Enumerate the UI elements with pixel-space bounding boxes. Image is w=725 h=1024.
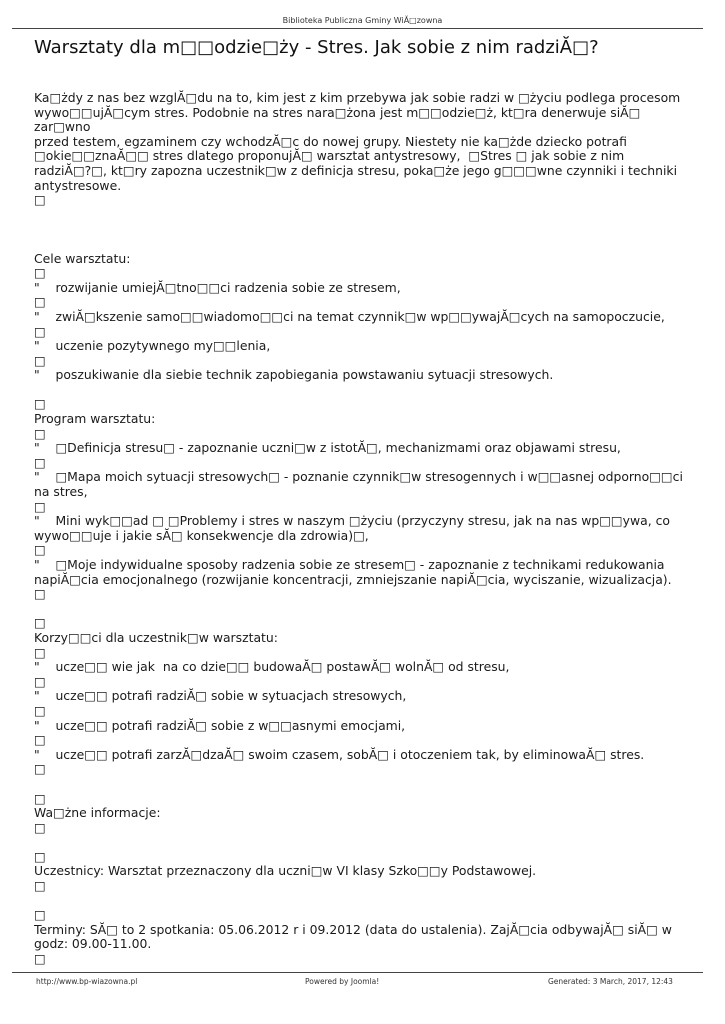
benefit-item: " ucze□□ wie jak na co dzie□□ budowaĂ□ postawĂ□ wolnĂ□ od stresu, xyxy=(34,659,510,675)
separator-glyph: □ xyxy=(34,454,46,470)
separator-glyph: □ xyxy=(34,878,46,894)
terms-line: godz: 09.00-11.00. xyxy=(34,936,152,952)
program-item-cont: wywo□□uje i jakie sĂ□ konsekwencje dla zdrowia)□, xyxy=(34,527,369,543)
footer-generated-date: Generated: 3 March, 2017, 12:43 xyxy=(548,977,673,986)
benefit-item: " ucze□□ potrafi zarzĂ□dzaĂ□ swoim czasem, sobĂ□ i otoczeniem tak, by eliminowaĂ□ stres. xyxy=(34,746,645,762)
separator-glyph: □ xyxy=(34,615,46,631)
program-item-cont: na stres, xyxy=(34,484,88,500)
program-item: " □Definicja stresu□ - zapoznanie uczni□w z istotĂ□, mechanizmami oraz objawami stresu, xyxy=(34,440,621,456)
article-title: Warsztaty dla m□□odzie□ży - Stres. Jak sobie z nim radziĂ□? xyxy=(34,37,599,58)
separator-glyph: □ xyxy=(34,323,46,339)
program-item: " Mini wyk□□ad □ □Problemy i stres w naszym □życiu (przyczyny stresu, jak na nas wp□□ywa, co xyxy=(34,513,670,529)
separator-glyph: □ xyxy=(34,790,46,806)
goal-item: " rozwijanie umiejĂ□tno□□ci radzenia sobie ze stresem, xyxy=(34,279,401,295)
header-divider xyxy=(12,28,703,29)
separator-glyph: □ xyxy=(34,586,46,602)
separator-glyph: □ xyxy=(34,294,46,310)
goal-item: " uczenie pozytywnego my□□lenia, xyxy=(34,338,271,354)
separator-glyph: □ xyxy=(34,761,46,777)
site-name-header: Biblioteka Publiczna Gminy WiĂ□zowna xyxy=(282,16,443,25)
separator-glyph: □ xyxy=(34,542,46,558)
intro-line: □okie□□znaĂ□□ stres dlatego proponujĂ□ warsztat antystresowy, □Stres □ jak sobie z nim xyxy=(34,148,625,164)
benefits-heading: Korzy□□ci dla uczestnik□w warsztatu: xyxy=(34,629,278,645)
participants-line: Uczestnicy: Warsztat przeznaczony dla uczni□w VI klasy Szko□□y Podstawowej. xyxy=(34,863,537,879)
separator-glyph: □ xyxy=(34,396,46,412)
intro-line: radziĂ□?□, kt□ry zapozna uczestnik□w z definicja stresu, poka□że jego g□□□wne czynniki i techniki xyxy=(34,162,678,178)
program-heading: Program warsztatu: xyxy=(34,411,156,427)
info-heading: Wa□żne informacje: xyxy=(34,805,161,821)
article-body xyxy=(34,91,694,967)
intro-line: Ka□żdy z nas bez wzglĂ□du na to, kim jest z kim przebywa jak sobie radzi w □życiu podlega procesom xyxy=(34,90,681,105)
program-item: " □Moje indywidualne sposoby radzenia sobie ze stresem□ - zapoznanie z technikami redukowania xyxy=(34,557,665,572)
separator-glyph: □ xyxy=(34,498,46,514)
separator-glyph: □ xyxy=(34,192,46,208)
benefit-item: " ucze□□ potrafi radziĂ□ sobie w sytuacjach stresowych, xyxy=(34,688,407,704)
intro-line: wywo□□ujĂ□cym stres. Podobnie na stres nara□żona jest m□□odzie□ż, kt□ra denerwuje siĂ□ zar□wno xyxy=(34,104,645,135)
separator-glyph: □ xyxy=(34,732,46,748)
goals-heading: Cele warsztatu: xyxy=(34,250,131,266)
separator-glyph: □ xyxy=(34,265,46,281)
terms-line: Terminy: SĂ□ to 2 spotkania: 05.06.2012 r i 09.2012 (data do ustalenia). ZajĂ□cia odbywajĂ□ siĂ□ w xyxy=(34,921,672,937)
separator-glyph: □ xyxy=(34,951,46,967)
separator-glyph: □ xyxy=(34,644,46,660)
separator-glyph: □ xyxy=(34,425,46,441)
separator-glyph: □ xyxy=(34,702,46,718)
separator-glyph: □ xyxy=(34,819,46,835)
program-item: " □Mapa moich sytuacji stresowych□ - poznanie czynnik□w stresogennych i w□□asnej odporno□□ci xyxy=(34,469,683,485)
footer-divider xyxy=(12,972,703,973)
intro-line: przed testem, egzaminem czy wchodzĂ□c do nowej grupy. Niestety nie ka□żde dziecko potrafi xyxy=(34,133,627,149)
intro-line: antystresowe. xyxy=(34,177,122,193)
benefit-item: " ucze□□ potrafi radziĂ□ sobie z w□□asnymi emocjami, xyxy=(34,717,406,733)
footer-powered-by: Powered by Joomla! xyxy=(305,977,380,986)
footer-site-url[interactable]: http://www.bp-wiazowna.pl xyxy=(36,977,138,986)
separator-glyph: □ xyxy=(34,673,46,689)
goal-item: " zwiĂ□kszenie samo□□wiadomo□□ci na temat czynnik□w wp□□ywajĂ□cych na samopoczucie, xyxy=(34,308,665,324)
separator-glyph: □ xyxy=(34,907,46,923)
separator-glyph: □ xyxy=(34,352,46,368)
goal-item: " poszukiwanie dla siebie technik zapobiegania powstawaniu sytuacji stresowych. xyxy=(34,367,554,383)
separator-glyph: □ xyxy=(34,848,46,864)
program-item-cont: napiĂ□cia emocjonalnego (rozwijanie koncentracji, zmniejszanie napiĂ□cia, wyciszanie, wizualizacja). xyxy=(34,571,672,587)
